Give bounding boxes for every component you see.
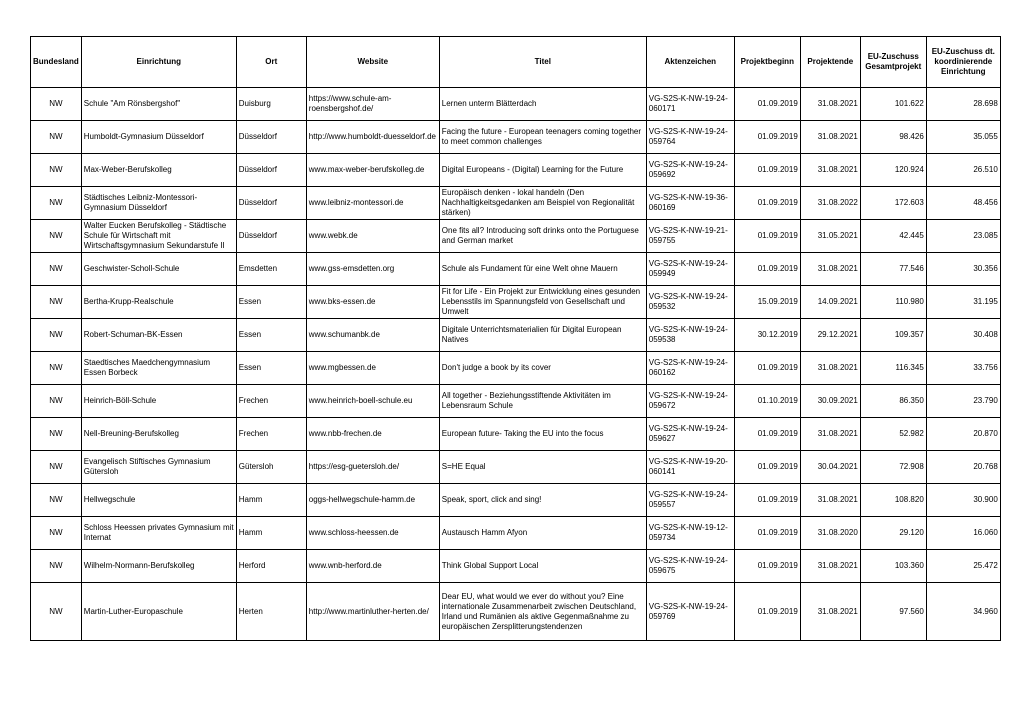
aktenzeichen-cell: VG-S2S-K-NW-19-24-059627 xyxy=(646,418,734,451)
bundesland-cell: NW xyxy=(31,187,82,220)
projektbeginn-cell: 01.09.2019 xyxy=(734,88,800,121)
table-row xyxy=(31,154,1001,187)
projektende-cell: 31.05.2021 xyxy=(800,220,860,253)
projektende-cell: 31.08.2020 xyxy=(800,517,860,550)
website-cell: www.leibniz-montessori.de xyxy=(306,187,439,220)
ort-cell: Düsseldorf xyxy=(236,187,306,220)
aktenzeichen-cell: VG-S2S-K-NW-19-24-059672 xyxy=(646,385,734,418)
website-cell: www.nbb-frechen.de xyxy=(306,418,439,451)
eu-zuschuss-koordinierend-cell: 25.472 xyxy=(926,550,1000,583)
website-cell: www.bks-essen.de xyxy=(306,286,439,319)
eu-zuschuss-koordinierend-cell: 30.900 xyxy=(926,484,1000,517)
website-cell: http://www.martinluther-herten.de/ xyxy=(306,583,439,641)
projektende-cell: 31.08.2021 xyxy=(800,154,860,187)
table-row xyxy=(31,385,1001,418)
ort-cell: Gütersloh xyxy=(236,451,306,484)
table-row xyxy=(31,418,1001,451)
aktenzeichen-cell: VG-S2S-K-NW-19-24-059949 xyxy=(646,253,734,286)
titel-cell: Speak, sport, click and sing! xyxy=(439,484,646,517)
table-row xyxy=(31,121,1001,154)
titel-cell: Fit for Life - Ein Projekt zur Entwicklung eines gesunden Lebensstils im Spannungsfeld von Gesellschaft und Umwelt xyxy=(439,286,646,319)
projektbeginn-cell: 15.09.2019 xyxy=(734,286,800,319)
ort-cell: Emsdetten xyxy=(236,253,306,286)
aktenzeichen-cell: VG-S2S-K-NW-19-24-059769 xyxy=(646,583,734,641)
website-cell: www.mgbessen.de xyxy=(306,352,439,385)
einrichtung-cell: Robert-Schuman-BK-Essen xyxy=(81,319,236,352)
bundesland-cell: NW xyxy=(31,418,82,451)
ort-cell: Essen xyxy=(236,286,306,319)
ort-cell: Essen xyxy=(236,352,306,385)
table-row xyxy=(31,187,1001,220)
ort-cell: Frechen xyxy=(236,385,306,418)
projektbeginn-cell: 01.09.2019 xyxy=(734,154,800,187)
projektbeginn-cell: 01.09.2019 xyxy=(734,451,800,484)
header-ort: Ort xyxy=(236,37,306,88)
website-cell: www.webk.de xyxy=(306,220,439,253)
header-eu-zuschuss-koordinierend: EU-Zuschuss dt. koordinierende Einrichtung xyxy=(926,37,1000,88)
bundesland-cell: NW xyxy=(31,385,82,418)
aktenzeichen-cell: VG-S2S-K-NW-19-24-059538 xyxy=(646,319,734,352)
ort-cell: Hamm xyxy=(236,517,306,550)
eu-zuschuss-koordinierend-cell: 30.408 xyxy=(926,319,1000,352)
projektende-cell: 31.08.2021 xyxy=(800,484,860,517)
aktenzeichen-cell: VG-S2S-K-NW-19-24-059764 xyxy=(646,121,734,154)
eu-zuschuss-gesamt-cell: 52.982 xyxy=(860,418,926,451)
eu-zuschuss-gesamt-cell: 72.908 xyxy=(860,451,926,484)
eu-zuschuss-koordinierend-cell: 23.790 xyxy=(926,385,1000,418)
ort-cell: Herford xyxy=(236,550,306,583)
aktenzeichen-cell: VG-S2S-K-NW-19-24-060171 xyxy=(646,88,734,121)
bundesland-cell: NW xyxy=(31,583,82,641)
einrichtung-cell: Staedtisches Maedchengymnasium Essen Borbeck xyxy=(81,352,236,385)
website-cell: oggs-hellwegschule-hamm.de xyxy=(306,484,439,517)
projektende-cell: 31.08.2022 xyxy=(800,187,860,220)
einrichtung-cell: Heinrich-Böll-Schule xyxy=(81,385,236,418)
bundesland-cell: NW xyxy=(31,286,82,319)
header-eu-zuschuss-gesamt: EU-Zuschuss Gesamtprojekt xyxy=(860,37,926,88)
projektende-cell: 30.04.2021 xyxy=(800,451,860,484)
website-cell: www.schumanbk.de xyxy=(306,319,439,352)
projektende-cell: 31.08.2021 xyxy=(800,352,860,385)
einrichtung-cell: Martin-Luther-Europaschule xyxy=(81,583,236,641)
eu-zuschuss-gesamt-cell: 116.345 xyxy=(860,352,926,385)
table-row xyxy=(31,451,1001,484)
ort-cell: Frechen xyxy=(236,418,306,451)
bundesland-cell: NW xyxy=(31,253,82,286)
titel-cell: Dear EU, what would we ever do without you? Eine internationale Zusammenarbeit zwischen Deutschland, Irland und Rumänien als aktive Gegenmaßnahme zu europäischen Zersplitterungstendenzen xyxy=(439,583,646,641)
projects-table xyxy=(30,36,1001,641)
projektbeginn-cell: 01.09.2019 xyxy=(734,352,800,385)
einrichtung-cell: Max-Weber-Berufskolleg xyxy=(81,154,236,187)
eu-zuschuss-gesamt-cell: 120.924 xyxy=(860,154,926,187)
ort-cell: Düsseldorf xyxy=(236,121,306,154)
table-row xyxy=(31,352,1001,385)
aktenzeichen-cell: VG-S2S-K-NW-19-24-059675 xyxy=(646,550,734,583)
eu-zuschuss-koordinierend-cell: 30.356 xyxy=(926,253,1000,286)
table-row xyxy=(31,88,1001,121)
table-row xyxy=(31,484,1001,517)
eu-zuschuss-koordinierend-cell: 34.960 xyxy=(926,583,1000,641)
eu-zuschuss-gesamt-cell: 103.360 xyxy=(860,550,926,583)
projektende-cell: 31.08.2021 xyxy=(800,550,860,583)
titel-cell: Austausch Hamm Afyon xyxy=(439,517,646,550)
ort-cell: Essen xyxy=(236,319,306,352)
ort-cell: Hamm xyxy=(236,484,306,517)
table-row xyxy=(31,286,1001,319)
projektbeginn-cell: 01.10.2019 xyxy=(734,385,800,418)
header-projektbeginn: Projektbeginn xyxy=(734,37,800,88)
aktenzeichen-cell: VG-S2S-K-NW-19-24-059557 xyxy=(646,484,734,517)
projektende-cell: 31.08.2021 xyxy=(800,88,860,121)
titel-cell: All together - Beziehungsstiftende Aktivitäten im Lebensraum Schule xyxy=(439,385,646,418)
titel-cell: Lernen unterm Blätterdach xyxy=(439,88,646,121)
header-einrichtung: Einrichtung xyxy=(81,37,236,88)
aktenzeichen-cell: VG-S2S-K-NW-19-36-060169 xyxy=(646,187,734,220)
projektbeginn-cell: 01.09.2019 xyxy=(734,220,800,253)
bundesland-cell: NW xyxy=(31,451,82,484)
table-row xyxy=(31,517,1001,550)
einrichtung-cell: Hellwegschule xyxy=(81,484,236,517)
header-row xyxy=(31,37,1001,88)
projektbeginn-cell: 01.09.2019 xyxy=(734,187,800,220)
eu-zuschuss-gesamt-cell: 29.120 xyxy=(860,517,926,550)
website-cell: https://www.schule-am-roensbergshof.de/ xyxy=(306,88,439,121)
projektende-cell: 31.08.2021 xyxy=(800,583,860,641)
eu-zuschuss-koordinierend-cell: 20.768 xyxy=(926,451,1000,484)
bundesland-cell: NW xyxy=(31,517,82,550)
einrichtung-cell: Humboldt-Gymnasium Düsseldorf xyxy=(81,121,236,154)
header-projektende: Projektende xyxy=(800,37,860,88)
ort-cell: Düsseldorf xyxy=(236,154,306,187)
website-cell: www.gss-emsdetten.org xyxy=(306,253,439,286)
projektbeginn-cell: 01.09.2019 xyxy=(734,550,800,583)
einrichtung-cell: Walter Eucken Berufskolleg - Städtische Schule für Wirtschaft mit Wirtschaftsgymnasium Sekundarstufe II xyxy=(81,220,236,253)
eu-zuschuss-koordinierend-cell: 23.085 xyxy=(926,220,1000,253)
einrichtung-cell: Nell-Breuning-Berufskolleg xyxy=(81,418,236,451)
projektbeginn-cell: 01.09.2019 xyxy=(734,418,800,451)
titel-cell: European future- Taking the EU into the focus xyxy=(439,418,646,451)
website-cell: www.wnb-herford.de xyxy=(306,550,439,583)
eu-zuschuss-koordinierend-cell: 35.055 xyxy=(926,121,1000,154)
website-cell: www.schloss-heessen.de xyxy=(306,517,439,550)
ort-cell: Herten xyxy=(236,583,306,641)
einrichtung-cell: Wilhelm-Normann-Berufskolleg xyxy=(81,550,236,583)
bundesland-cell: NW xyxy=(31,154,82,187)
header-titel: Titel xyxy=(439,37,646,88)
table-row xyxy=(31,550,1001,583)
eu-zuschuss-koordinierend-cell: 16.060 xyxy=(926,517,1000,550)
einrichtung-cell: Schloss Heessen privates Gymnasium mit Internat xyxy=(81,517,236,550)
einrichtung-cell: Evangelisch Stiftisches Gymnasium Gütersloh xyxy=(81,451,236,484)
table-row xyxy=(31,583,1001,641)
titel-cell: S=HE Equal xyxy=(439,451,646,484)
einrichtung-cell: Schule "Am Rönsbergshof" xyxy=(81,88,236,121)
eu-zuschuss-gesamt-cell: 108.820 xyxy=(860,484,926,517)
einrichtung-cell: Bertha-Krupp-Realschule xyxy=(81,286,236,319)
projektbeginn-cell: 01.09.2019 xyxy=(734,253,800,286)
einrichtung-cell: Geschwister-Scholl-Schule xyxy=(81,253,236,286)
eu-zuschuss-gesamt-cell: 109.357 xyxy=(860,319,926,352)
eu-zuschuss-koordinierend-cell: 33.756 xyxy=(926,352,1000,385)
aktenzeichen-cell: VG-S2S-K-NW-19-20-060141 xyxy=(646,451,734,484)
website-cell: http://www.humboldt-duesseldorf.de xyxy=(306,121,439,154)
projektbeginn-cell: 01.09.2019 xyxy=(734,583,800,641)
eu-zuschuss-gesamt-cell: 110.980 xyxy=(860,286,926,319)
projektende-cell: 30.09.2021 xyxy=(800,385,860,418)
ort-cell: Düsseldorf xyxy=(236,220,306,253)
eu-zuschuss-koordinierend-cell: 28.698 xyxy=(926,88,1000,121)
aktenzeichen-cell: VG-S2S-K-NW-19-21-059755 xyxy=(646,220,734,253)
header-website: Website xyxy=(306,37,439,88)
eu-zuschuss-gesamt-cell: 172.603 xyxy=(860,187,926,220)
table-row xyxy=(31,253,1001,286)
eu-zuschuss-gesamt-cell: 101.622 xyxy=(860,88,926,121)
bundesland-cell: NW xyxy=(31,88,82,121)
table-body xyxy=(31,88,1001,641)
website-cell: www.max-weber-berufskolleg.de xyxy=(306,154,439,187)
table-row xyxy=(31,220,1001,253)
bundesland-cell: NW xyxy=(31,121,82,154)
projektende-cell: 31.08.2021 xyxy=(800,253,860,286)
eu-zuschuss-koordinierend-cell: 31.195 xyxy=(926,286,1000,319)
website-cell: https://esg-guetersloh.de/ xyxy=(306,451,439,484)
titel-cell: Facing the future - European teenagers coming together to meet common challenges xyxy=(439,121,646,154)
aktenzeichen-cell: VG-S2S-K-NW-19-12-059734 xyxy=(646,517,734,550)
bundesland-cell: NW xyxy=(31,550,82,583)
einrichtung-cell: Städtisches Leibniz-Montessori-Gymnasium Düsseldorf xyxy=(81,187,236,220)
projektende-cell: 29.12.2021 xyxy=(800,319,860,352)
titel-cell: Think Global Support Local xyxy=(439,550,646,583)
eu-zuschuss-gesamt-cell: 42.445 xyxy=(860,220,926,253)
projektende-cell: 14.09.2021 xyxy=(800,286,860,319)
projektende-cell: 31.08.2021 xyxy=(800,121,860,154)
titel-cell: Digitale Unterrichtsmaterialien für Digital European Natives xyxy=(439,319,646,352)
aktenzeichen-cell: VG-S2S-K-NW-19-24-059532 xyxy=(646,286,734,319)
titel-cell: Don't judge a book by its cover xyxy=(439,352,646,385)
header-bundesland: Bundesland xyxy=(31,37,82,88)
projektbeginn-cell: 01.09.2019 xyxy=(734,121,800,154)
aktenzeichen-cell: VG-S2S-K-NW-19-24-060162 xyxy=(646,352,734,385)
projektbeginn-cell: 30.12.2019 xyxy=(734,319,800,352)
table-row xyxy=(31,319,1001,352)
eu-zuschuss-koordinierend-cell: 20.870 xyxy=(926,418,1000,451)
aktenzeichen-cell: VG-S2S-K-NW-19-24-059692 xyxy=(646,154,734,187)
website-cell: www.heinrich-boell-schule.eu xyxy=(306,385,439,418)
eu-zuschuss-gesamt-cell: 77.546 xyxy=(860,253,926,286)
bundesland-cell: NW xyxy=(31,220,82,253)
eu-zuschuss-koordinierend-cell: 48.456 xyxy=(926,187,1000,220)
bundesland-cell: NW xyxy=(31,352,82,385)
eu-zuschuss-koordinierend-cell: 26.510 xyxy=(926,154,1000,187)
projektbeginn-cell: 01.09.2019 xyxy=(734,517,800,550)
titel-cell: Digital Europeans - (Digital) Learning for the Future xyxy=(439,154,646,187)
bundesland-cell: NW xyxy=(31,319,82,352)
projektbeginn-cell: 01.09.2019 xyxy=(734,484,800,517)
bundesland-cell: NW xyxy=(31,484,82,517)
titel-cell: One fits all? Introducing soft drinks onto the Portuguese and German market xyxy=(439,220,646,253)
titel-cell: Schule als Fundament für eine Welt ohne Mauern xyxy=(439,253,646,286)
eu-zuschuss-gesamt-cell: 97.560 xyxy=(860,583,926,641)
eu-zuschuss-gesamt-cell: 98.426 xyxy=(860,121,926,154)
titel-cell: Europäisch denken - lokal handeln (Den Nachhaltigkeitsgedanken am Beispiel von Regionalität stärken) xyxy=(439,187,646,220)
projektende-cell: 31.08.2021 xyxy=(800,418,860,451)
ort-cell: Duisburg xyxy=(236,88,306,121)
header-aktenzeichen: Aktenzeichen xyxy=(646,37,734,88)
eu-zuschuss-gesamt-cell: 86.350 xyxy=(860,385,926,418)
